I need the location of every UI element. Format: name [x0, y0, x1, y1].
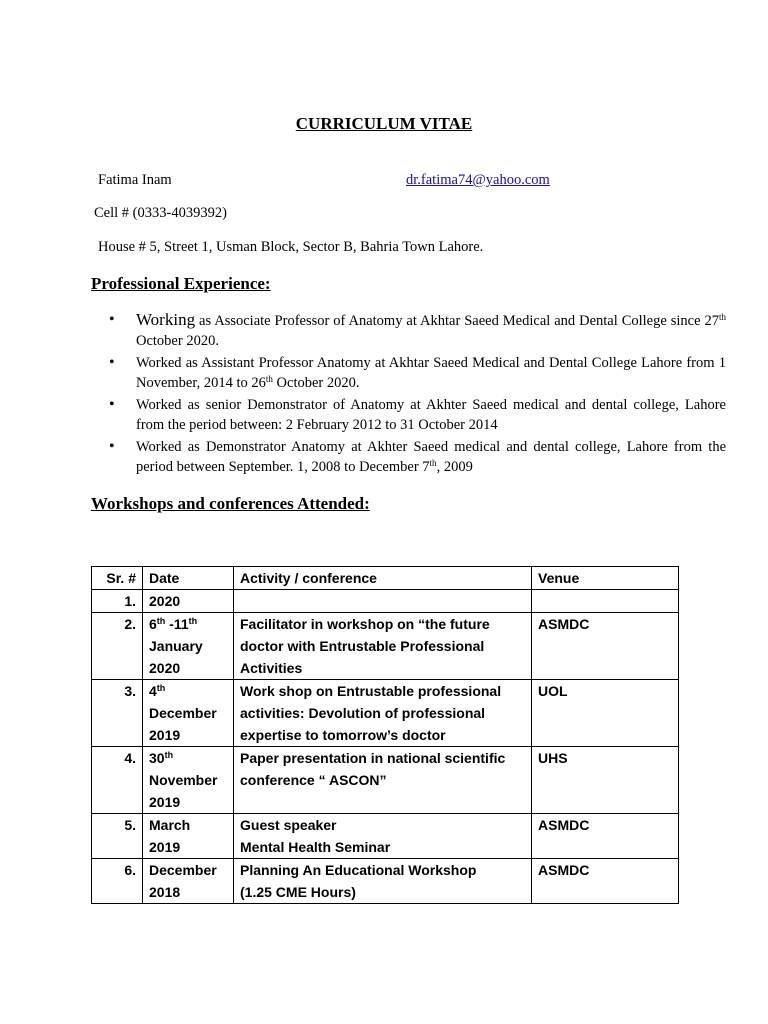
sr-cell: 3.: [92, 680, 143, 747]
date-cell: 30th November 2019: [143, 747, 234, 814]
date-cell: March 2019: [143, 814, 234, 859]
table-row: [92, 747, 679, 814]
activity-cell: Guest speaker Mental Health Seminar: [234, 814, 532, 859]
activity-cell: Work shop on Entrustable professional activities: Devolution of professional expertise to tomorrow’s doctor: [234, 680, 532, 747]
activity-cell: [234, 590, 532, 613]
experience-list: [91, 310, 726, 479]
experience-item: • Worked as Assistant Professor Anatomy at Akhtar Saeed Medical and Dental College Lahore from 1 November, 2014 to 26th October 2020.: [136, 353, 726, 393]
date-cell: 6th -11th January 2020: [143, 613, 234, 680]
candidate-name: Fatima Inam: [98, 172, 172, 188]
section-heading-workshops: Workshops and conferences Attended:: [91, 494, 370, 513]
experience-item: • Worked as Demonstrator Anatomy at Akhter Saeed medical and dental college, Lahore from the period between September. 1, 2008 to December 7th, 2009: [136, 437, 726, 477]
table-row: [92, 590, 679, 613]
date-cell: 2020: [143, 590, 234, 613]
column-header: Activity / conference: [234, 567, 532, 590]
table-row: [92, 613, 679, 680]
column-header: Date: [143, 567, 234, 590]
sr-cell: 4.: [92, 747, 143, 814]
date-cell: 4th December 2019: [143, 680, 234, 747]
venue-cell: ASMDC: [532, 859, 679, 904]
table-row: [92, 814, 679, 859]
venue-cell: ASMDC: [532, 613, 679, 680]
date-cell: December 2018: [143, 859, 234, 904]
sr-cell: 6.: [92, 859, 143, 904]
sr-cell: 5.: [92, 814, 143, 859]
section-heading-experience: Professional Experience:: [91, 274, 271, 293]
activity-cell: Facilitator in workshop on “the future doctor with Entrustable Professional Activities: [234, 613, 532, 680]
activity-cell: Paper presentation in national scientific conference “ ASCON”: [234, 747, 532, 814]
venue-cell: ASMDC: [532, 814, 679, 859]
table-header-row: [92, 567, 679, 590]
address: House # 5, Street 1, Usman Block, Sector B, Bahria Town Lahore.: [98, 239, 484, 255]
experience-item: • Worked as senior Demonstrator of Anatomy at Akhter Saeed medical and dental college, Lahore from the period between: 2 February 2012 to 31 October 2014: [136, 395, 726, 435]
workshops-table: [91, 566, 679, 904]
table-row: [92, 859, 679, 904]
sr-cell: 1.: [92, 590, 143, 613]
column-header: Venue: [532, 567, 679, 590]
venue-cell: [532, 590, 679, 613]
activity-cell: Planning An Educational Workshop (1.25 CME Hours): [234, 859, 532, 904]
page-title: CURRICULUM VITAE: [295, 114, 473, 133]
sr-cell: 2.: [92, 613, 143, 680]
venue-cell: UOL: [532, 680, 679, 747]
table-row: [92, 680, 679, 747]
experience-item: • Working as Associate Professor of Anatomy at Akhtar Saeed Medical and Dental College since 27th October 2020.: [136, 310, 726, 351]
venue-cell: UHS: [532, 747, 679, 814]
column-header: Sr. #: [92, 567, 143, 590]
email-link[interactable]: dr.fatima74@yahoo.com: [406, 172, 550, 188]
cell-number: Cell # (0333-4039392): [94, 205, 227, 221]
